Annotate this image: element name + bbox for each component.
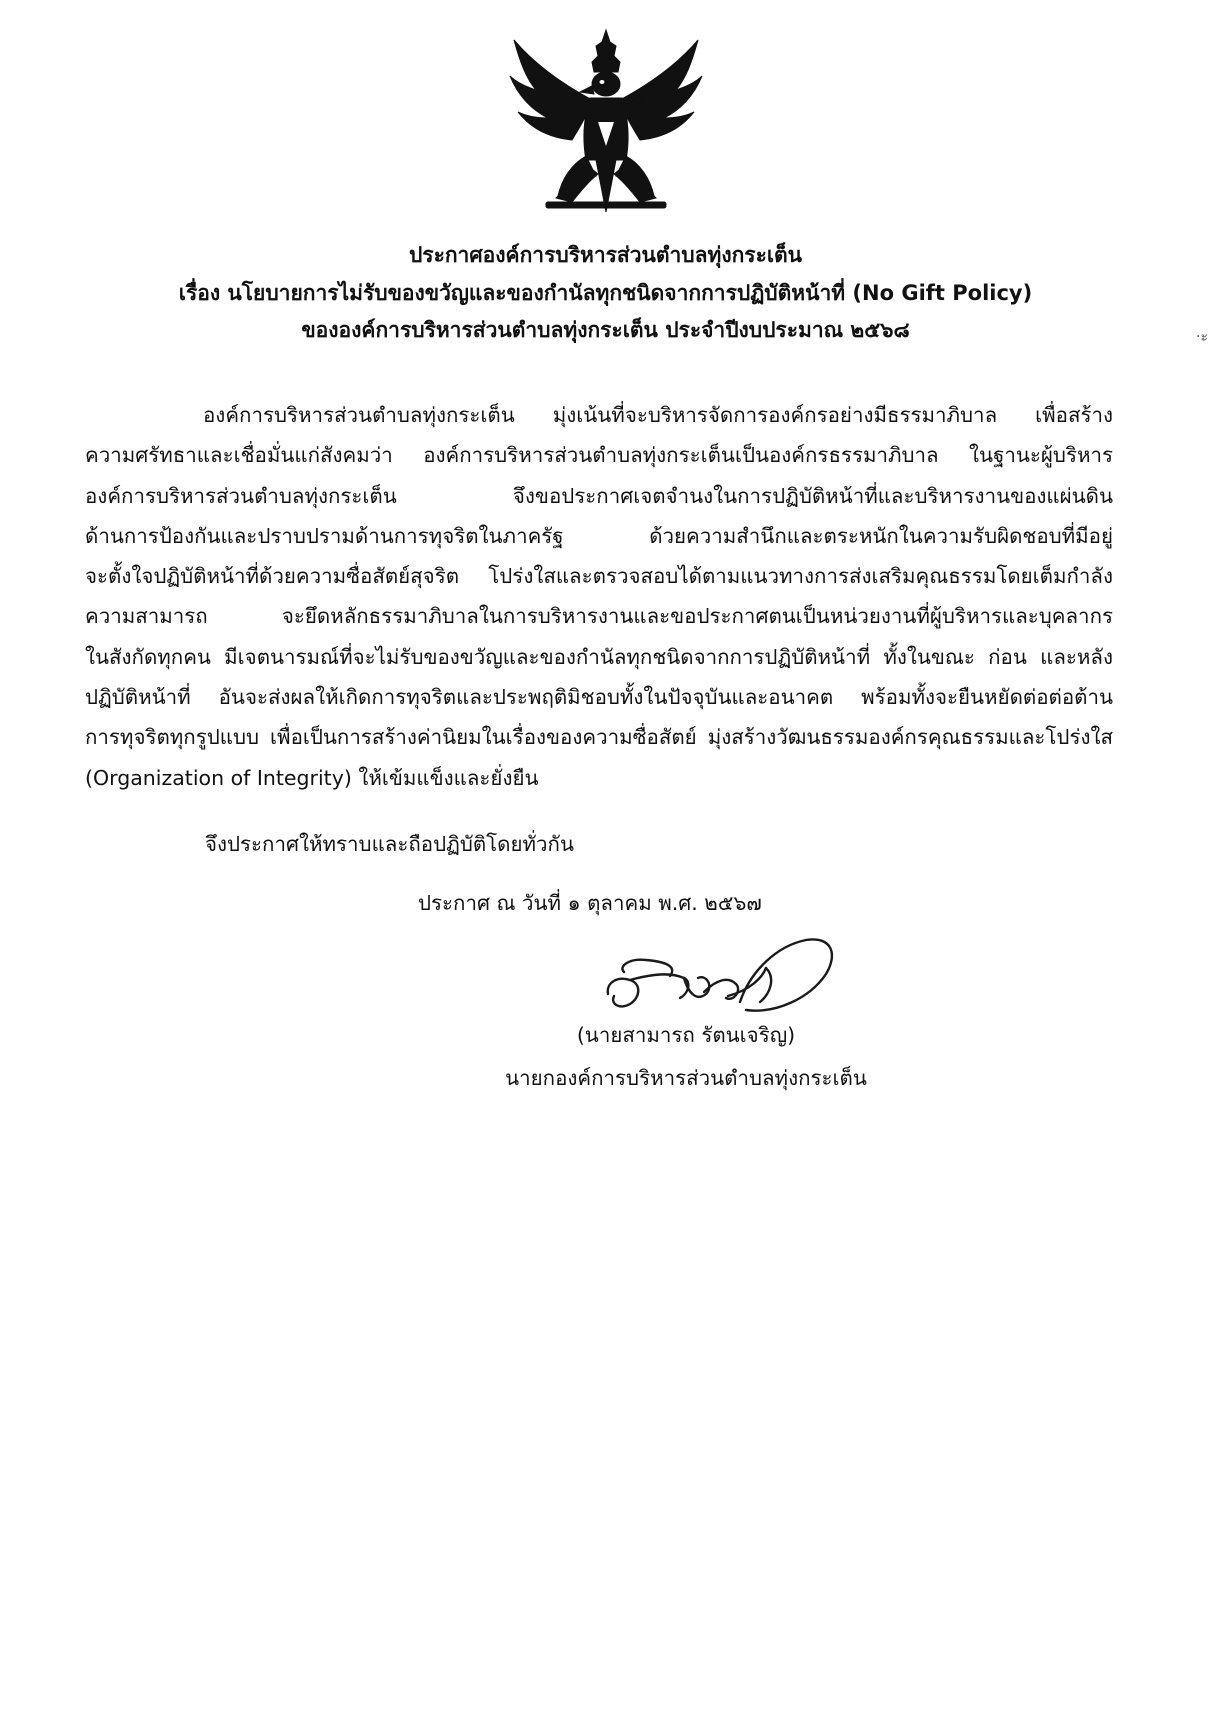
announcement-issuer-year: ขององค์การบริหารส่วนตำบลทุ่งกระเต็น ประจำปีงบประมาณ ๒๕๖๘ xyxy=(301,318,910,342)
announcement-date: ประกาศ ณ วันที่ ๑ ตุลาคม พ.ศ. ๒๕๖๗ xyxy=(418,891,762,915)
announcement-title: ประกาศองค์การบริหารส่วนตำบลทุ่งกระเต็น xyxy=(408,243,803,267)
handwritten-signature xyxy=(600,932,840,1024)
margin-mark: ·ะ xyxy=(1196,329,1208,345)
announcement-subject: เรื่อง นโยบายการไม่รับของขวัญและของกำนัลทุกชนิดจากการปฏิบัติหน้าที่ (No Gift Policy) xyxy=(178,281,1033,305)
body-line: ความศรัทธาและเชื่อมั่นแก่สังคมว่า องค์การบริหารส่วนตำบลทุ่งกระเต็นเป็นองค์กรธรรมาภิบาล ในฐานะผู้บริหาร xyxy=(85,443,1113,468)
body-line: องค์การบริหารส่วนตำบลทุ่งกระเต็น จึงขอประกาศเจตจำนงในการปฏิบัติหน้าที่และบริหารงานของแผ่นดิน xyxy=(85,483,1113,508)
body-line: องค์การบริหารส่วนตำบลทุ่งกระเต็น มุ่งเน้นที่จะบริหารจัดการองค์กรอย่างมีธรรมาภิบาล เพื่อสร้าง xyxy=(203,403,1113,427)
body-line: ปฏิบัติหน้าที่ อันจะส่งผลให้เกิดการทุจริตและประพฤติมิชอบทั้งในปัจจุบันและอนาคต พร้อมทั้งจะยืนหยัดต่อต่อต้าน xyxy=(85,685,1113,710)
body-line: การทุจริตทุกรูปแบบ เพื่อเป็นการสร้างค่านิยมในเรื่องของความซื่อสัตย์ มุ่งสร้างวัฒนธรรมองค์กรคุณธรรมและโปร่งใส xyxy=(85,725,1113,750)
body-line: จะตั้งใจปฏิบัติหน้าที่ด้วยความซื่อสัตย์สุจริต โปร่งใสและตรวจสอบได้ตามแนวทางการส่งเสริมคุณธรรมโดยเต็มกำลัง xyxy=(85,564,1113,589)
announcement-body xyxy=(85,395,1113,798)
signer-name: (นายสามารถ รัตนเจริญ) xyxy=(576,1023,796,1047)
body-line: ในสังกัดทุกคน มีเจตนารมณ์ที่จะไม่รับของขวัญและของกำนัลทุกชนิดจากการปฏิบัติหน้าที่ ทั้งในขณะ ก่อน และหลัง xyxy=(85,644,1113,669)
garuda-emblem-icon xyxy=(506,26,706,222)
body-line: ด้านการป้องกันและปราบปรามด้านการทุจริตในภาครัฐ ด้วยความสำนึกและตระหนักในความรับผิดชอบที่มีอยู่ xyxy=(85,523,1113,548)
closing-statement: จึงประกาศให้ทราบและถือปฏิบัติโดยทั่วกัน xyxy=(205,832,574,856)
body-line: (Organization of Integrity) ให้เข้มแข็งและยั่งยืน xyxy=(85,765,539,790)
signer-title: นายกองค์การบริหารส่วนตำบลทุ่งกระเต็น xyxy=(505,1066,867,1090)
body-line: ความสามารถ จะยึดหลักธรรมาภิบาลในการบริหารงานและขอประกาศตนเป็นหน่วยงานที่ผู้บริหารและบุคลากร xyxy=(85,604,1113,629)
